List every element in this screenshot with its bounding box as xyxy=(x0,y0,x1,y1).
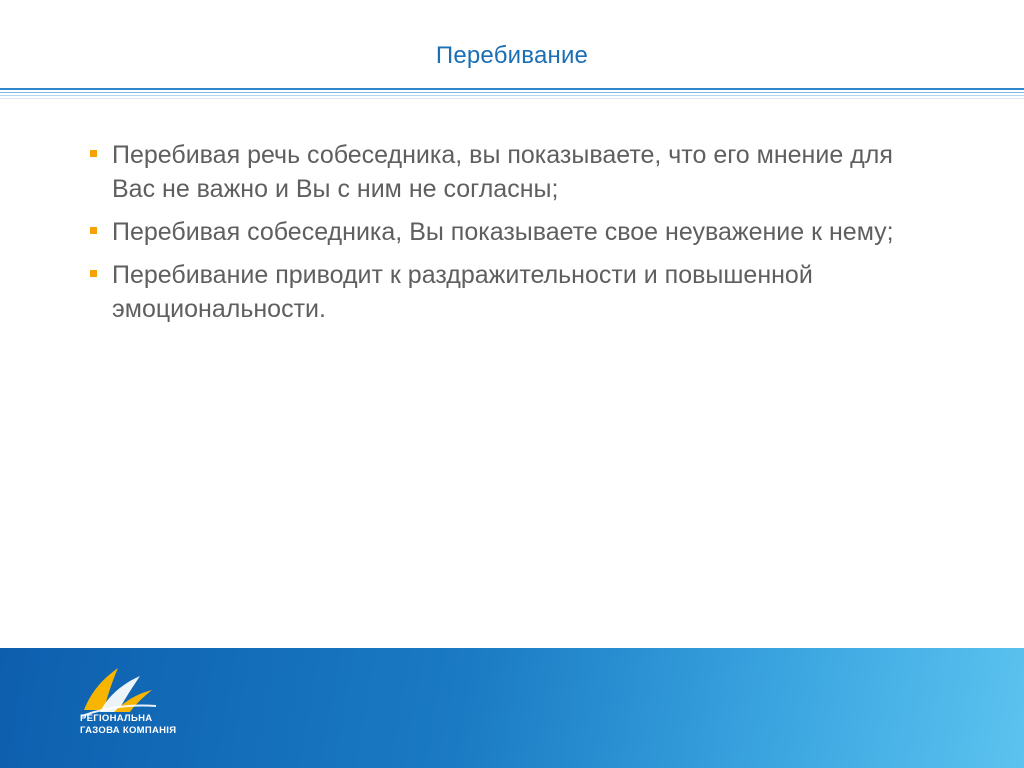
footer-band xyxy=(0,648,1024,768)
square-bullet-icon xyxy=(90,227,97,234)
company-name xyxy=(80,713,176,737)
slide-title: Перебивание xyxy=(435,42,589,69)
square-bullet-icon xyxy=(90,270,97,277)
title-divider-secondary xyxy=(0,92,1024,93)
company-name-line2: ГАЗОВА КОМПАНІЯ xyxy=(80,725,177,736)
bullet-text: Перебивая собеседника, Вы показываете свое неуважение к нему; xyxy=(112,218,894,246)
title-divider-tertiary xyxy=(0,95,1024,96)
company-name-line1: РЕГІОНАЛЬНА xyxy=(80,713,153,724)
bullet-text: Перебивание приводит к раздражительности и повышенной эмоциональности. xyxy=(112,261,813,323)
bullet-item xyxy=(88,215,938,249)
bullet-text: Перебивая речь собеседника, вы показываете, что его мнение для Вас не важно и Вы с ним не согласны; xyxy=(112,141,893,203)
title-divider-primary xyxy=(0,88,1024,90)
bullet-list xyxy=(88,138,938,335)
title-divider-faint xyxy=(0,98,1024,99)
bullet-item xyxy=(88,138,938,206)
bullet-item xyxy=(88,258,938,326)
square-bullet-icon xyxy=(90,150,97,157)
